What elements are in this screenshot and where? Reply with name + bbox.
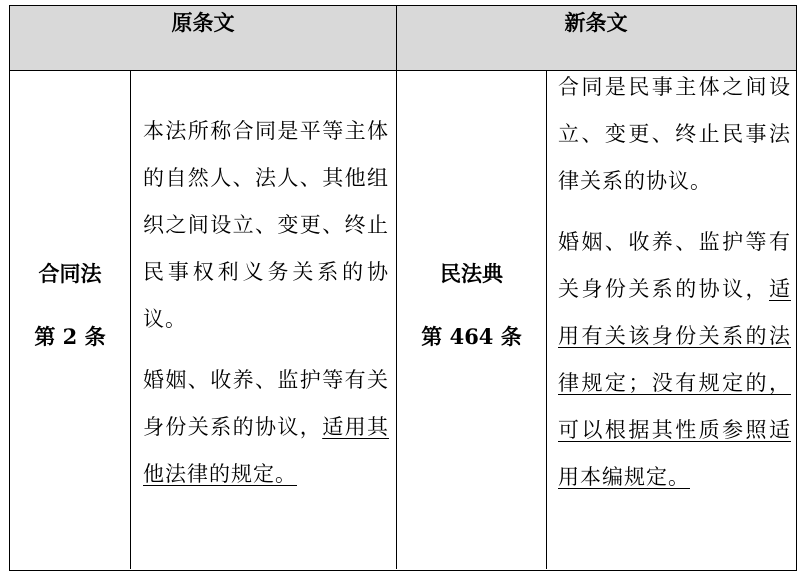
old-law-name: 合同法 [38,261,102,286]
old-law-paragraph-2 [143,357,389,498]
header-old-articles: 原条文 [10,6,396,70]
old-law-label-cell [10,71,130,569]
new-law-amended-text: 适用有关该身份关系的法律规定；没有规定的，可以根据其性质参照适用本编规定。 [558,277,791,489]
old-law-paragraph-1: 本法所称合同是平等主体的自然人、法人、其他组织之间设立、变更、终止民事权利义务关系的协议。 [143,119,389,331]
header-new-articles: 新条文 [396,6,796,70]
new-law-paragraph-2-text: 婚姻、收养、监护等有关身份关系的协议， [558,230,791,301]
new-law-name: 民法典 [440,261,503,286]
old-article-number: 第 2 条 [34,324,106,349]
new-law-label-cell [397,71,546,569]
old-law-amended-text: 适用其他法律的规定。 [143,415,390,486]
column-divider-old [130,70,131,569]
new-law-paragraph-2 [558,219,791,501]
comparison-table [9,5,797,571]
old-law-text-cell [143,108,389,498]
column-divider-new [546,70,547,569]
new-article-number: 第 464 条 [421,324,522,349]
new-law-paragraph-1: 合同是民事主体之间设立、变更、终止民事法律关系的协议。 [558,75,791,193]
new-law-text-cell [558,64,791,501]
old-law-paragraph-2-text: 婚姻、收养、监护等有关身份关系的协议， [143,368,389,439]
